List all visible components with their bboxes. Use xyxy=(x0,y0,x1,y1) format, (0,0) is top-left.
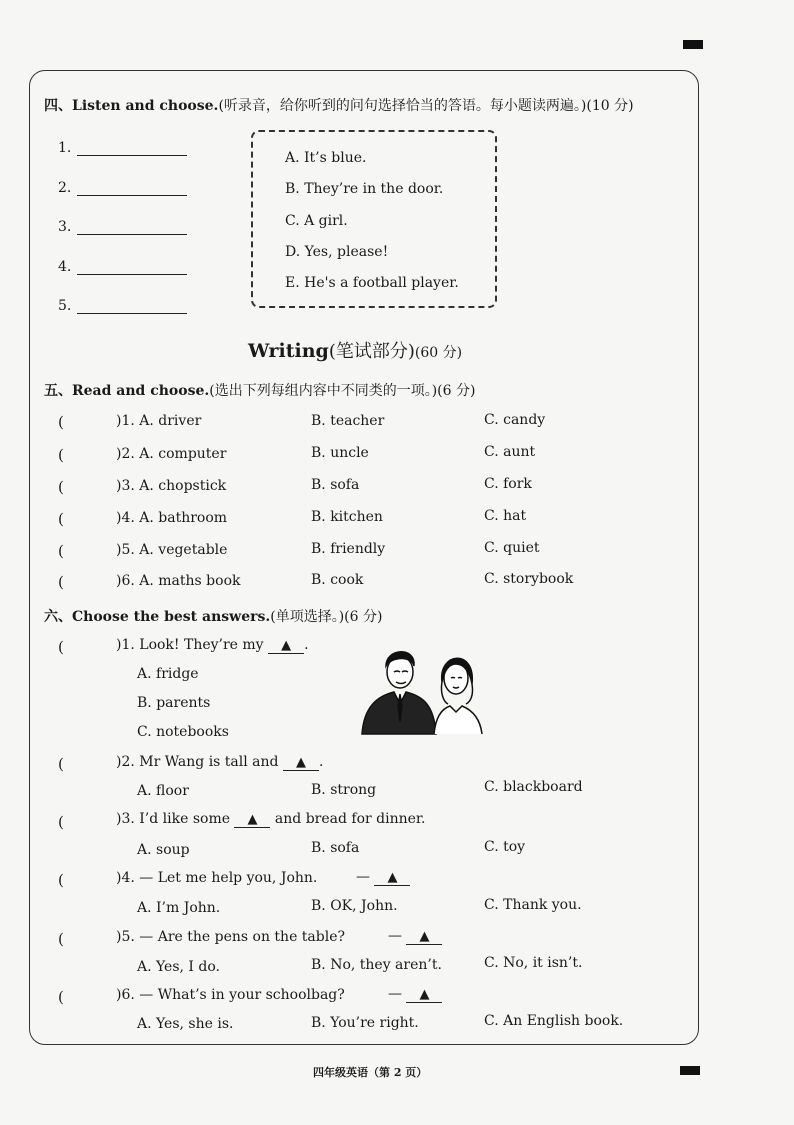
s5-row-5-b: B. friendly xyxy=(311,541,386,557)
s5-row-1[interactable]: ( )1. A. driver xyxy=(58,413,202,431)
q5-stem: )5. — Are the pens on the table? xyxy=(116,929,346,945)
option-e: E. He's a football player. xyxy=(285,275,459,291)
q5-option-a: A. Yes, I do. xyxy=(137,959,220,975)
q2-option-a: A. floor xyxy=(137,783,189,799)
registration-mark-bottom xyxy=(680,1066,700,1075)
s5-row-1-c: C. candy xyxy=(484,412,546,428)
option-c: C. A girl. xyxy=(285,213,348,229)
option-a: A. It’s blue. xyxy=(285,150,367,166)
q6-answer-blank: — ▲ xyxy=(388,986,442,1003)
s5-row-5[interactable]: ( )5. A. vegetable xyxy=(58,542,228,560)
option-b: B. They’re in the door. xyxy=(285,181,444,197)
s5-row-6[interactable]: ( )6. A. maths book xyxy=(58,573,241,591)
q6-option-b: B. You’re right. xyxy=(311,1015,419,1031)
q6-option-c: C. An English book. xyxy=(484,1013,624,1029)
answer-line-2[interactable]: 2. xyxy=(58,180,187,196)
option-d: D. Yes, please! xyxy=(285,244,389,260)
section5-title: 五、Read and choose.(选出下列每组内容中不同类的一项。)(6 分) xyxy=(44,383,476,399)
q3-option-c: C. toy xyxy=(484,839,526,855)
s5-row-3[interactable]: ( )3. A. chopstick xyxy=(58,478,227,496)
s5-row-2[interactable]: ( )2. A. computer xyxy=(58,446,227,464)
s5-row-4-b: B. kitchen xyxy=(311,509,383,525)
q3-bracket[interactable]: ( xyxy=(58,813,64,831)
s5-row-2-b: B. uncle xyxy=(311,445,369,461)
section4-title: 四、Listen and choose.(听录音，给你听到的问句选择恰当的答语。每小题读两遍。)(10 分) xyxy=(44,98,634,114)
q6-stem: )6. — What’s in your schoolbag? xyxy=(116,987,345,1003)
q1-option-c: C. notebooks xyxy=(137,724,229,740)
q4-bracket[interactable]: ( xyxy=(58,871,64,889)
s5-row-5-c: C. quiet xyxy=(484,540,540,556)
blank-triangle: ▲ xyxy=(283,756,319,771)
q5-option-b: B. No, they aren’t. xyxy=(311,957,442,973)
q1-option-b: B. parents xyxy=(137,695,211,711)
q2-stem: )2. Mr Wang is tall and ▲ . xyxy=(116,754,324,770)
q2-option-c: C. blackboard xyxy=(484,779,583,795)
q5-answer-blank: — ▲ xyxy=(388,928,442,945)
answer-line-4[interactable]: 4. xyxy=(58,259,187,275)
page-footer: 四年级英语（第 2 页） xyxy=(313,1066,428,1079)
blank-triangle: ▲ xyxy=(374,871,410,886)
q4-option-c: C. Thank you. xyxy=(484,897,582,913)
s5-row-2-c: C. aunt xyxy=(484,444,536,460)
registration-mark-top xyxy=(683,40,703,49)
s5-row-4-c: C. hat xyxy=(484,508,527,524)
q3-stem: )3. I’d like some ▲ and bread for dinner. xyxy=(116,811,426,827)
s5-row-4[interactable]: ( )4. A. bathroom xyxy=(58,510,228,528)
section6-title: 六、Choose the best answers.(单项选择。)(6 分) xyxy=(44,609,383,625)
q4-stem: )4. — Let me help you, John. xyxy=(116,870,318,886)
blank-triangle: ▲ xyxy=(268,639,304,654)
q4-answer-blank: — ▲ xyxy=(356,869,410,886)
q2-option-b: B. strong xyxy=(311,782,377,798)
q1-stem: )1. Look! They’re my ▲ . xyxy=(116,637,309,653)
blank-triangle: ▲ xyxy=(234,813,270,828)
q5-bracket[interactable]: ( xyxy=(58,930,64,948)
answer-line-5[interactable]: 5. xyxy=(58,298,187,314)
q2-bracket[interactable]: ( xyxy=(58,755,64,773)
q4-option-b: B. OK, John. xyxy=(311,898,398,914)
s5-row-3-b: B. sofa xyxy=(311,477,360,493)
blank-triangle: ▲ xyxy=(406,930,442,945)
parents-illustration xyxy=(358,642,490,738)
writing-heading: Writing(笔试部分)(60 分) xyxy=(248,340,463,362)
q6-option-a: A. Yes, she is. xyxy=(137,1016,234,1032)
q6-bracket[interactable]: ( xyxy=(58,988,64,1006)
s5-row-6-b: B. cook xyxy=(311,572,364,588)
q1-bracket[interactable]: ( xyxy=(58,638,64,656)
q4-option-a: A. I’m John. xyxy=(137,900,221,916)
answer-line-3[interactable]: 3. xyxy=(58,219,187,235)
q1-option-a: A. fridge xyxy=(137,666,199,682)
blank-triangle: ▲ xyxy=(406,988,442,1003)
s5-row-1-b: B. teacher xyxy=(311,413,385,429)
q3-option-b: B. sofa xyxy=(311,840,360,856)
answer-line-1[interactable]: 1. xyxy=(58,140,187,156)
q3-option-a: A. soup xyxy=(137,842,190,858)
q5-option-c: C. No, it isn’t. xyxy=(484,955,583,971)
s5-row-3-c: C. fork xyxy=(484,476,532,492)
s5-row-6-c: C. storybook xyxy=(484,571,574,587)
